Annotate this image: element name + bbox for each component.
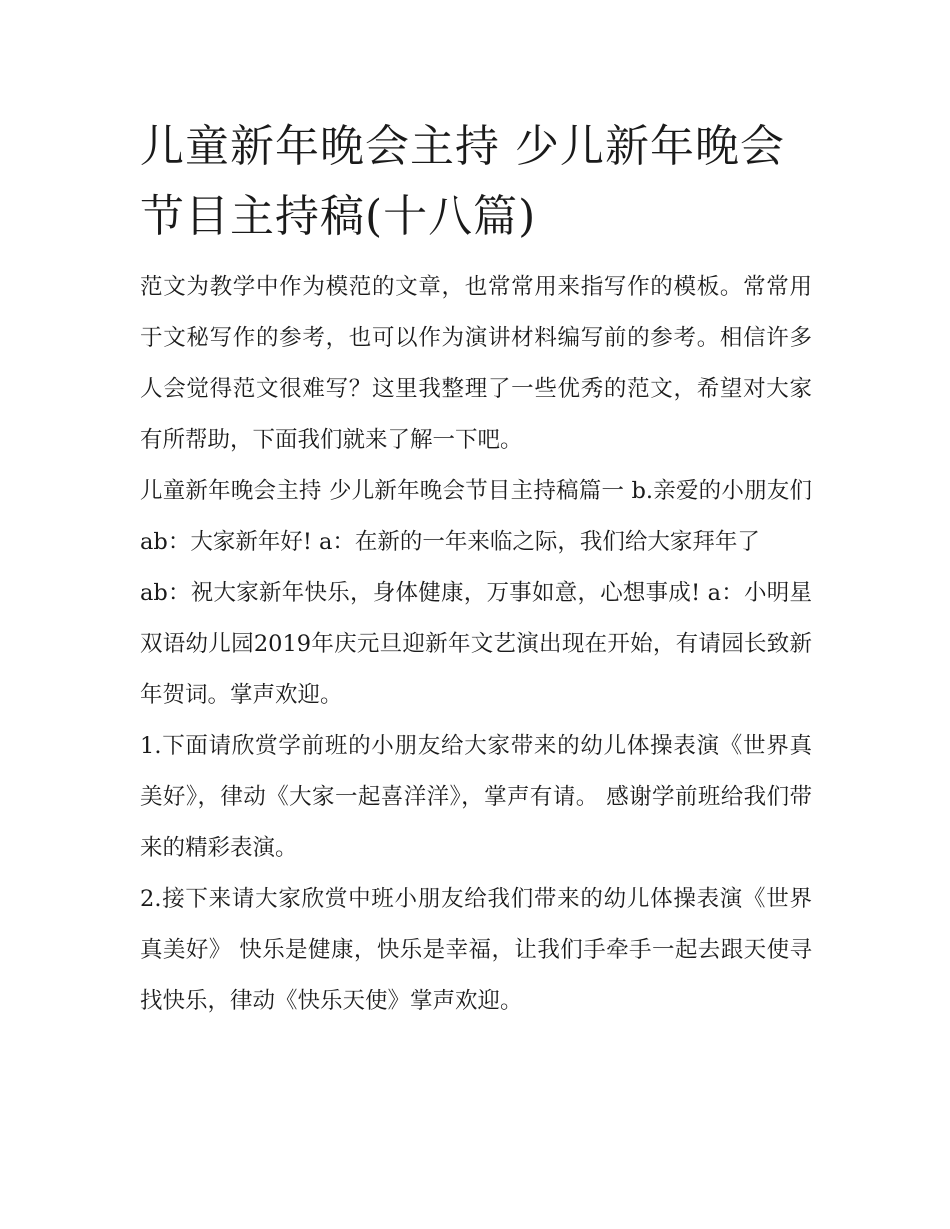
paragraph-greeting: ab：祝大家新年快乐，身体健康，万事如意，心想事成! a：小明星双语幼儿园2019年庆元旦迎新年文艺演出现在开始，有请园长致新年贺词。掌声欢迎。	[140, 580, 812, 708]
document-title: 儿童新年晚会主持 少儿新年晚会节目主持稿(十八篇)	[140, 121, 785, 242]
paragraph-opening: 儿童新年晚会主持 少儿新年晚会节目主持稿篇一 b.亲爱的小朋友们 ab：大家新年好! a：在新的一年来临之际，我们给大家拜年了	[140, 478, 812, 555]
paragraph-item-2: 2.接下来请大家欣赏中班小朋友给我们带来的幼儿体操表演《世界真美好》 快乐是健康，快乐是幸福，让我们手牵手一起去跟天使寻找快乐，律动《快乐天使》掌声欢迎。	[140, 886, 812, 1014]
paragraph-item-1: 1.下面请欣赏学前班的小朋友给大家带来的幼儿体操表演《世界真美好》，律动《大家一起喜洋洋》，掌声有请。 感谢学前班给我们带来的精彩表演。	[140, 733, 812, 861]
paragraph-intro: 范文为教学中作为模范的文章，也常常用来指写作的模板。常常用于文秘写作的参考，也可以作为演讲材料编写前的参考。相信许多人会觉得范文很难写？这里我整理了一些优秀的范文，希望对大家有所帮助，下面我们就来了解一下吧。	[140, 274, 812, 453]
document-body	[140, 112, 812, 1027]
